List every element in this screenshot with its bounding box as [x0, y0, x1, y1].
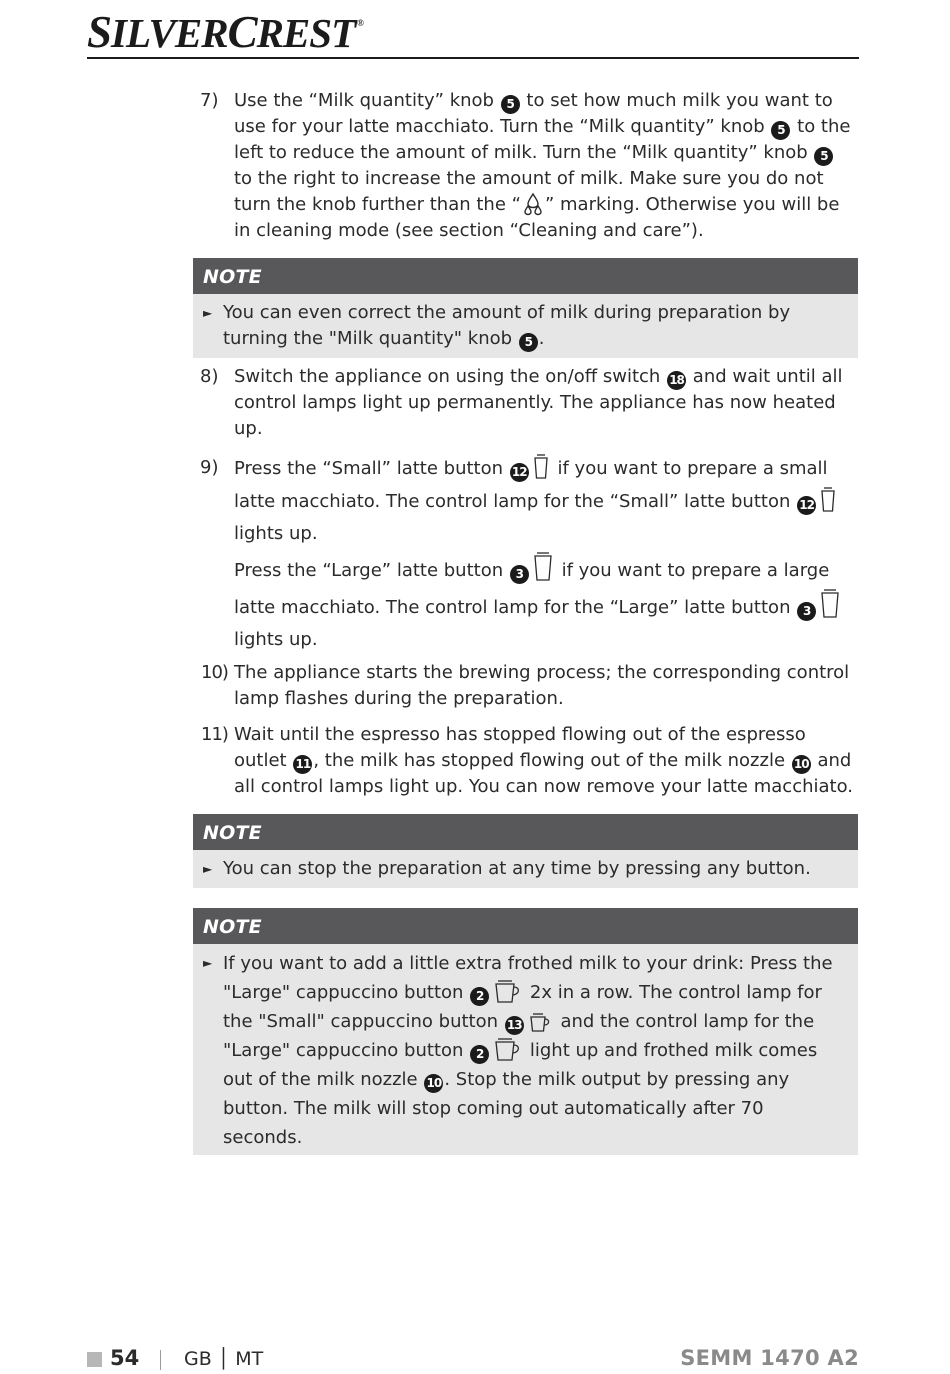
brand-text-1: ILVER: [111, 10, 228, 56]
brand-letter-c: C: [227, 7, 257, 57]
ref-marker: 12: [797, 496, 816, 515]
registered-mark: ®: [357, 18, 363, 28]
step-7: [193, 88, 858, 244]
step-number: 9): [200, 457, 219, 478]
note-box-3: [193, 908, 858, 1155]
ref-marker: 5: [771, 121, 790, 140]
brand-logo: [87, 6, 363, 58]
brand-text-2: REST: [256, 10, 356, 56]
step-number: 11): [201, 724, 228, 745]
page-content: [193, 88, 858, 1155]
step-text: The appliance starts the brewing process; the corresponding control lamp flashes during the preparation.: [234, 662, 850, 709]
step-10: [193, 660, 858, 712]
note-body: [193, 294, 858, 358]
note-text: If you want to add a little extra frothed milk to your drink: Press the "Large" cappuccino button 2 2x in a row. The control lamp for the "Small" cappuccino button 13 and the control lamp for the "Large" cappuccino button 2 light up and frothed milk comes out of the milk nozzle 10 . Stop the milk output by pressing any button. The milk will stop coming out automatically after 70 seconds.: [223, 953, 833, 1148]
ref-marker: 3: [510, 565, 529, 584]
milk-drops-icon: [523, 192, 543, 216]
arrow-bullet-icon: ►: [203, 956, 213, 970]
note-box-2: [193, 814, 858, 888]
note-heading: NOTE: [193, 258, 858, 294]
arrow-bullet-icon: ►: [203, 862, 213, 876]
ref-marker: 5: [501, 95, 520, 114]
header-rule: [87, 57, 859, 59]
step-8: [193, 364, 858, 442]
step-text: Switch the appliance on using the on/off switch 18 and wait until all control lamps light up permanently. The appliance has now heated up.: [234, 366, 843, 439]
large-cappuccino-cup-icon: [492, 1036, 522, 1062]
step-number: 10): [201, 662, 228, 683]
ref-marker: 2: [470, 1045, 489, 1064]
model-number: SEMM 1470 A2: [680, 1346, 859, 1370]
small-latte-glass-icon: [532, 452, 550, 480]
ref-marker: 2: [470, 987, 489, 1006]
note-text: You can even correct the amount of milk during preparation by turning the "Milk quantity" knob 5 .: [223, 300, 834, 352]
ref-marker: 18: [667, 371, 686, 390]
page-number: 54: [110, 1346, 140, 1370]
ref-marker: 10: [792, 755, 811, 774]
step-text: Press the “Small” latte button 12 if you want to prepare a small latte macchiato. The control lamp for the “Small” latte button 12 lights up.: [234, 452, 858, 550]
language-codes: GB │ MT: [184, 1348, 264, 1370]
step-11: [193, 722, 858, 800]
ref-marker: 12: [510, 463, 529, 482]
footer-divider: [160, 1350, 161, 1370]
large-latte-glass-icon: [819, 587, 841, 619]
note-heading: NOTE: [193, 814, 858, 850]
step-text: Use the “Milk quantity” knob 5 to set how much milk you want to use for your latte macchiato. Turn the “Milk quantity” knob 5 to the left to reduce the amount of milk. Turn the “Milk quantity” knob 5 to the right to increase the amount of milk. Make sure you do not turn the knob further than the “ ” marking. Otherwise you will be in cleaning mode (see section “Cleaning and care”).: [234, 90, 851, 241]
note-heading: NOTE: [193, 908, 858, 944]
footer-square-marker: [87, 1352, 102, 1367]
page-footer: [87, 1346, 859, 1374]
step-text: Wait until the espresso has stopped flowing out of the espresso outlet 11 , the milk has stopped flowing out of the milk nozzle 10 and all control lamps light up. You can now remove your latte macchiato.: [234, 724, 854, 797]
ref-marker: 5: [519, 333, 538, 352]
ref-marker: 13: [505, 1016, 524, 1035]
step-number: 7): [200, 90, 219, 111]
note-body: [193, 850, 858, 888]
small-cappuccino-cup-icon: [527, 1011, 553, 1033]
note-box-1: [193, 258, 858, 358]
note-body: [193, 944, 858, 1155]
arrow-bullet-icon: ►: [203, 306, 213, 320]
step-number: 8): [200, 366, 219, 387]
ref-marker: 3: [797, 602, 816, 621]
step-9: [193, 452, 858, 656]
step-text: Press the “Large” latte button 3 if you want to prepare a large latte macchiato. The control lamp for the “Large” latte button 3 lights up.: [234, 550, 858, 656]
large-latte-glass-icon: [532, 550, 554, 582]
ref-marker: 11: [293, 755, 312, 774]
brand-letter-s: S: [87, 7, 112, 57]
ref-marker: 10: [424, 1074, 443, 1093]
large-cappuccino-cup-icon: [492, 978, 522, 1004]
small-latte-glass-icon: [819, 485, 837, 513]
ref-marker: 5: [814, 147, 833, 166]
note-text: You can stop the preparation at any time by pressing any button.: [223, 858, 811, 879]
